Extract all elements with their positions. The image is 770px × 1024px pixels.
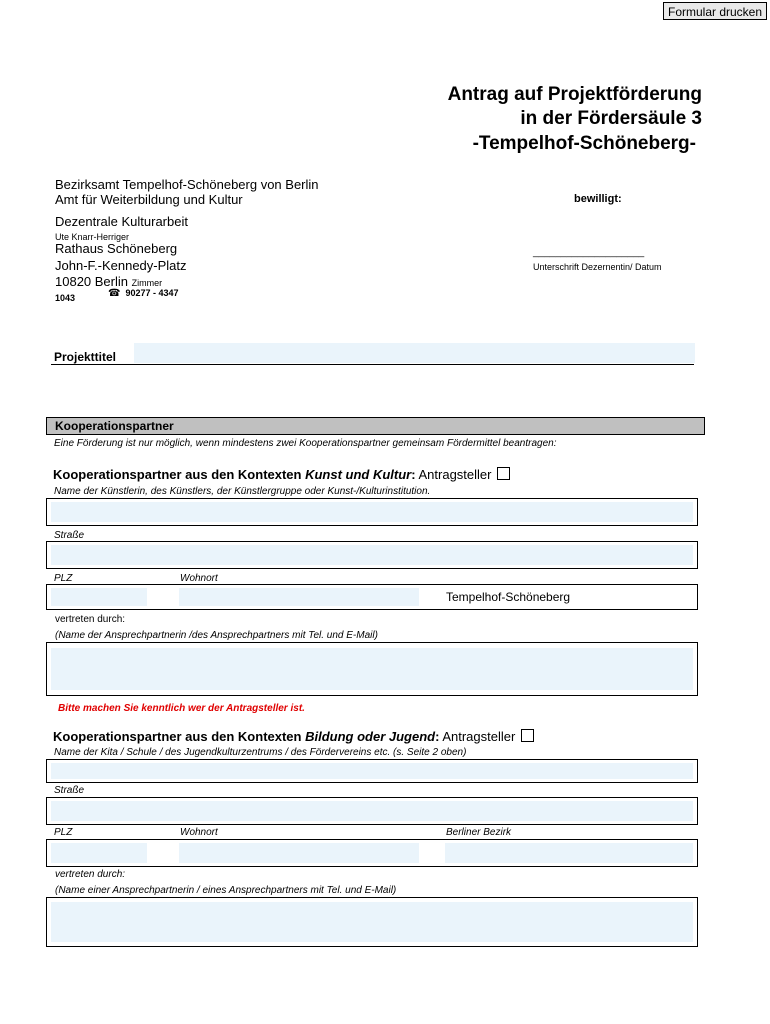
address-line2: Amt für Weiterbildung und Kultur bbox=[55, 192, 243, 207]
edu-plz-label: PLZ bbox=[54, 827, 73, 838]
form-title-line1: Antrag auf Projektförderung bbox=[447, 84, 702, 105]
edu-rep-box bbox=[46, 897, 698, 947]
edu-plz-city-box bbox=[46, 839, 698, 867]
address-room-label: Zimmer bbox=[131, 278, 163, 288]
address-phone-row bbox=[108, 288, 179, 299]
art-plz-input[interactable] bbox=[51, 588, 147, 606]
art-rep-input[interactable] bbox=[51, 648, 693, 690]
art-plz-city-box bbox=[46, 584, 698, 610]
address-line3: Dezentrale Kulturarbeit bbox=[55, 214, 188, 229]
project-title-label: Projekttitel bbox=[54, 350, 117, 364]
print-form-button[interactable]: Formular drucken bbox=[663, 2, 767, 20]
art-rep-label: vertreten durch: bbox=[55, 614, 126, 625]
edu-applicant-checkbox[interactable] bbox=[521, 729, 534, 742]
art-street-box bbox=[46, 541, 698, 569]
address-room: 1043 bbox=[55, 293, 76, 303]
address-phone: 90277 - 4347 bbox=[125, 288, 179, 298]
approval-label: bewilligt: bbox=[574, 193, 622, 205]
project-title-underline bbox=[51, 364, 694, 365]
art-name-label: Name der Künstlerin, des Künstlers, der Künstlergruppe oder Kunst-/Kulturinstitution. bbox=[54, 486, 431, 497]
project-title-input[interactable] bbox=[134, 343, 695, 363]
partners-note: Eine Förderung ist nur möglich, wenn mindestens zwei Kooperationspartner gemeinsam Fördermittel beantragen: bbox=[54, 438, 557, 449]
art-plz-label: PLZ bbox=[54, 573, 73, 584]
edu-street-input[interactable] bbox=[51, 801, 693, 821]
signature-caption: Unterschrift Dezernentin/ Datum bbox=[533, 262, 662, 272]
art-city-label: Wohnort bbox=[180, 573, 218, 584]
art-street-label: Straße bbox=[54, 530, 85, 541]
edu-city-label: Wohnort bbox=[180, 827, 218, 838]
art-name-box bbox=[46, 498, 698, 526]
edu-rep-label: vertreten durch: bbox=[55, 869, 126, 880]
art-applicant-checkbox[interactable] bbox=[497, 467, 510, 480]
edu-applicant-label: Antragsteller bbox=[442, 729, 516, 744]
edu-name-box bbox=[46, 759, 698, 783]
edu-city-input[interactable] bbox=[179, 843, 419, 863]
art-partner-heading bbox=[53, 467, 510, 483]
address-line1: Bezirksamt Tempelhof-Schöneberg von Berlin bbox=[55, 177, 319, 192]
edu-district-label: Berliner Bezirk bbox=[446, 827, 512, 838]
edu-heading-emph: Bildung oder Jugend bbox=[305, 729, 436, 744]
form-title-line2: in der Fördersäule 3 bbox=[520, 108, 702, 129]
art-heading-prefix: Kooperationspartner aus den Kontexten bbox=[53, 467, 306, 482]
address-contact: Ute Knarr-Herriger bbox=[55, 232, 130, 242]
edu-heading-prefix: Kooperationspartner aus den Kontexten bbox=[53, 729, 306, 744]
edu-name-input[interactable] bbox=[51, 763, 693, 779]
edu-name-label: Name der Kita / Schule / des Jugendkulturzentrums / des Fördervereins etc. (s. Seite 2 oben) bbox=[54, 747, 467, 758]
art-street-input[interactable] bbox=[51, 545, 693, 565]
art-applicant-label: Antragsteller bbox=[418, 467, 492, 482]
art-city-input[interactable] bbox=[179, 588, 419, 606]
phone-icon: ☎ bbox=[108, 288, 121, 299]
edu-street-label: Straße bbox=[54, 785, 85, 796]
edu-rep-input[interactable] bbox=[51, 902, 693, 942]
edu-heading-colon: : bbox=[435, 729, 440, 744]
art-heading-emph: Kunst und Kultur bbox=[305, 467, 412, 482]
address-line5: John-F.-Kennedy-Platz bbox=[55, 258, 187, 273]
applicant-warning: Bitte machen Sie kenntlich wer der Antragsteller ist. bbox=[58, 703, 305, 714]
address-city: 10820 Berlin bbox=[55, 274, 128, 289]
art-district-value: Tempelhof-Schöneberg bbox=[446, 590, 571, 604]
art-name-input[interactable] bbox=[51, 502, 693, 522]
edu-partner-heading bbox=[53, 729, 534, 745]
art-heading-colon: : bbox=[411, 467, 416, 482]
signature-line: ____________________ bbox=[533, 247, 645, 258]
edu-rep-hint: (Name einer Ansprechpartnerin / eines Ansprechpartners mit Tel. und E-Mail) bbox=[55, 885, 397, 896]
art-rep-hint: (Name der Ansprechpartnerin /des Ansprechpartners mit Tel. und E-Mail) bbox=[55, 630, 378, 641]
address-line4: Rathaus Schöneberg bbox=[55, 241, 178, 256]
partners-section-header: Kooperationspartner bbox=[46, 417, 705, 435]
edu-plz-input[interactable] bbox=[51, 843, 147, 863]
art-rep-box bbox=[46, 642, 698, 696]
edu-district-input[interactable] bbox=[445, 843, 693, 863]
form-title-line3: -Tempelhof-Schöneberg- bbox=[472, 133, 696, 154]
edu-street-box bbox=[46, 797, 698, 825]
